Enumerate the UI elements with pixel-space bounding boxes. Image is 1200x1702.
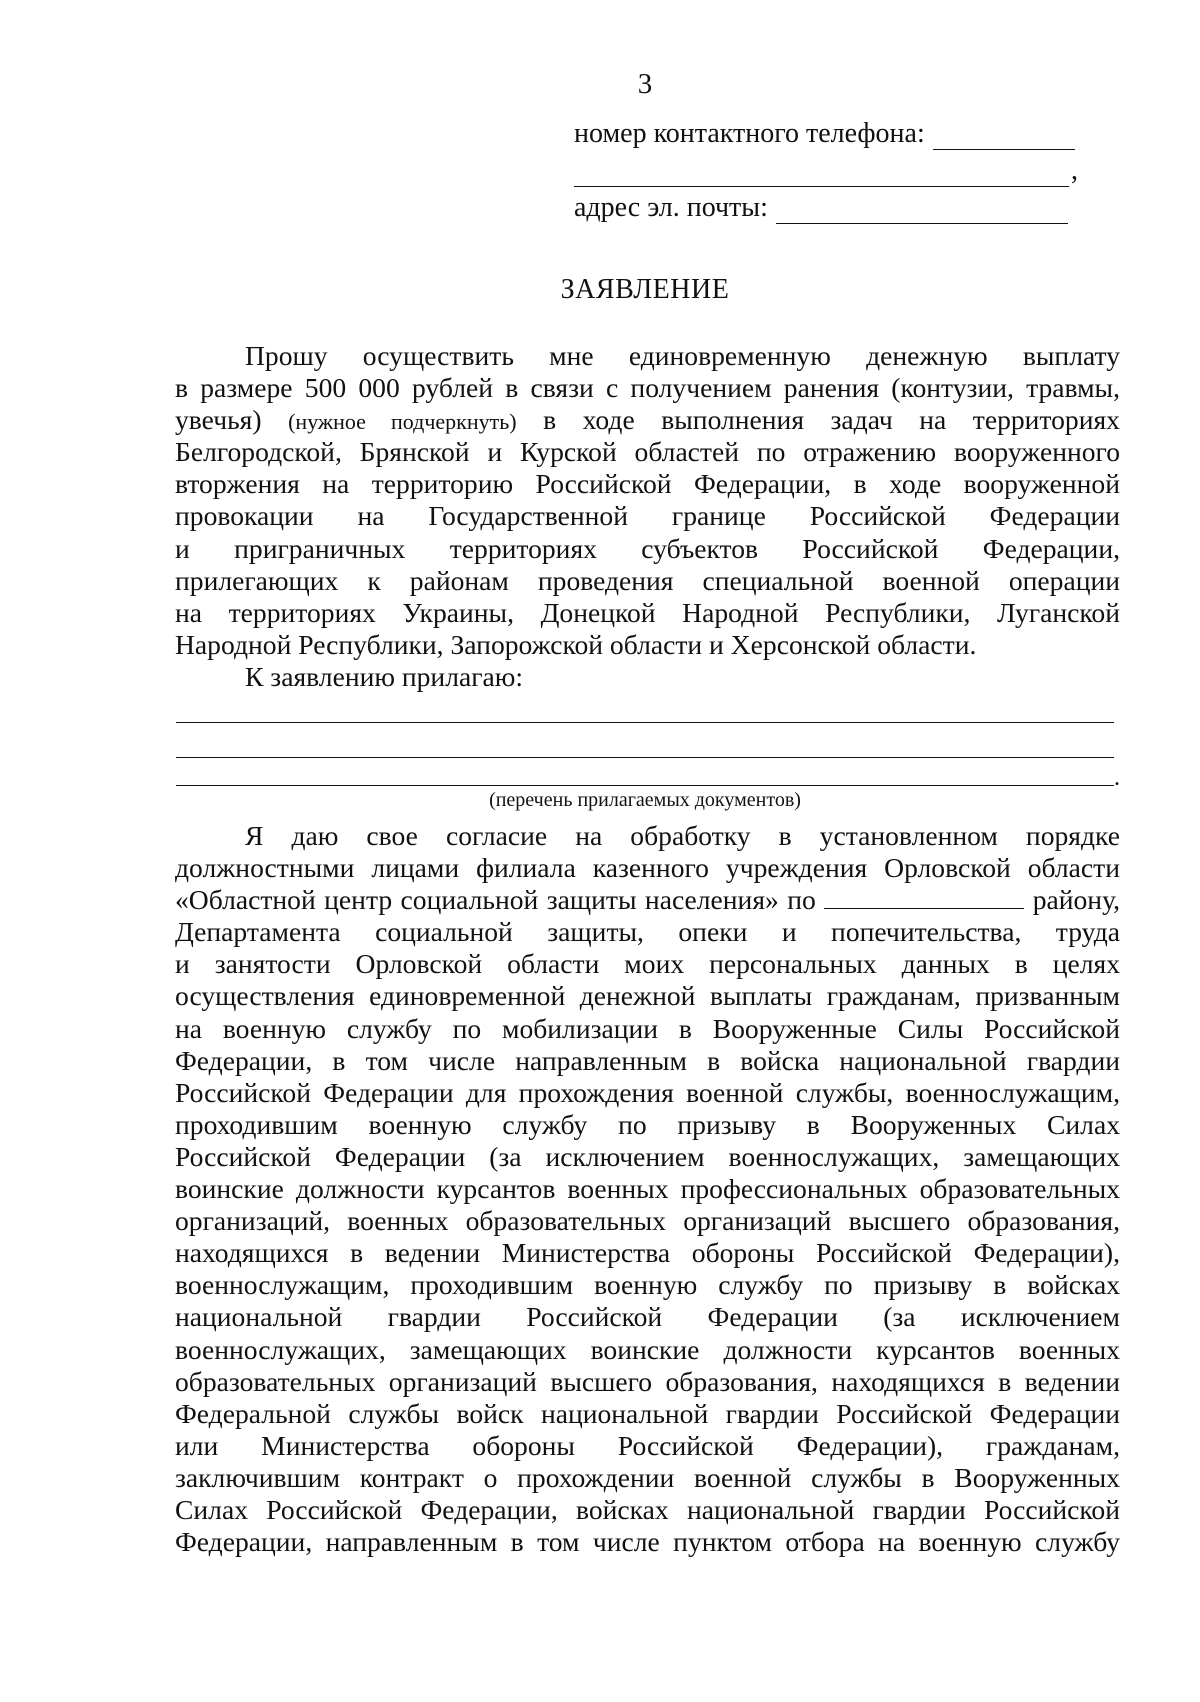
page-number: 3: [637, 68, 653, 100]
attachment-blank-line: [176, 757, 1114, 758]
consent-line: на военную службу по мобилизации в Вооруженные Силы Российской: [175, 1012, 1120, 1044]
attachments-label: К заявлению прилагаю:: [245, 661, 524, 692]
phone-line: [574, 113, 1094, 150]
consent-line: Силах Российской Федерации, войсках национальной гвардии Российской: [175, 1493, 1120, 1525]
email-line: [574, 187, 1094, 224]
request-line: Прошу осуществить мне единовременную денежную выплату: [245, 340, 1120, 371]
request-line: на территориях Украины, Донецкой Народной Республики, Луганской: [175, 596, 1120, 628]
email-label: адрес эл. почты:: [574, 192, 768, 223]
request-text: увечья): [175, 404, 262, 436]
document-title: ЗАЯВЛЕНИЕ: [560, 274, 730, 305]
consent-line: проходившим военную службу по призыву в Вооруженных Силах: [175, 1108, 1120, 1140]
consent-line: Федерации, направленным в том числе пунктом отбора на военную службу: [175, 1526, 1120, 1558]
consent-line: образовательных организаций высшего образования, находящихся в ведении: [175, 1365, 1120, 1397]
email-blank: [776, 197, 1068, 224]
consent-line: Федеральной службы войск национальной гвардии Российской Федерации: [175, 1397, 1120, 1429]
consent-rest-lines: [175, 916, 1120, 1558]
request-line: вторжения на территорию Российской Федерации, в ходе вооруженной: [175, 468, 1120, 500]
phone-label: номер контактного телефона:: [574, 118, 925, 149]
request-line: Народной Республики, Запорожской области и Херсонской области.: [175, 628, 977, 660]
attachment-blank-line: [176, 722, 1114, 723]
request-line: Белгородской, Брянской и Курской областей по отражению вооруженного: [175, 436, 1120, 468]
request-line-with-note: [175, 404, 1120, 436]
consent-line: организаций, военных образовательных организаций высшего образования,: [175, 1205, 1120, 1237]
consent-line: Федерации, в том числе направленным в войска национальной гвардии: [175, 1044, 1120, 1076]
consent-line-with-blank: [175, 884, 1120, 916]
request-line: и приграничных территориях субъектов Российской Федерации,: [175, 532, 1120, 564]
underline-note: (нужное подчеркнуть): [288, 409, 517, 435]
consent-line: национальной гвардии Российской Федерации (за исключением: [175, 1301, 1120, 1333]
attachments-end-mark: .: [1114, 765, 1120, 791]
consent-line: должностными лицами филиала казенного учреждения Орловской области: [175, 852, 1120, 884]
phone-blank: [933, 123, 1075, 150]
consent-line: находящихся в ведении Министерства обороны Российской Федерации),: [175, 1237, 1120, 1269]
consent-line: или Министерства обороны Российской Федерации), гражданам,: [175, 1429, 1120, 1461]
consent-text: району,: [1032, 884, 1120, 916]
request-line: прилегающих к районам проведения специальной военной операции: [175, 564, 1120, 596]
consent-line: Я даю свое согласие на обработку в установленном порядке: [245, 820, 1120, 851]
consent-line: и занятости Орловской области моих персональных данных в целях: [175, 948, 1120, 980]
phone-continuation-line: [574, 150, 1094, 187]
consent-line: воинские должности курсантов военных профессиональных образовательных: [175, 1173, 1120, 1205]
consent-line: военнослужащим, проходившим военную службу по призыву в войсках: [175, 1269, 1120, 1301]
consent-line: военнослужащих, замещающих воинские должности курсантов военных: [175, 1333, 1120, 1365]
consent-paragraph: [175, 820, 1120, 1558]
consent-line: Департамента социальной защиты, опеки и попечительства, труда: [175, 916, 1120, 948]
district-blank: [824, 886, 1024, 909]
consent-line: Российской Федерации (за исключением военнослужащих, замещающих: [175, 1140, 1120, 1172]
attachments-caption: (перечень прилагаемых документов): [489, 789, 801, 811]
request-text: в ходе выполнения задач на территориях: [543, 404, 1120, 436]
consent-line: Российской Федерации для прохождения военной службы, военнослужащим,: [175, 1076, 1120, 1108]
contact-block: [574, 113, 1094, 224]
consent-text: «Областной центр социальной защиты населения» по: [175, 884, 816, 916]
phone-continuation-blank: [574, 160, 1069, 187]
request-line: в размере 500 000 рублей в связи с получением ранения (контузии, травмы,: [175, 372, 1120, 404]
request-line: провокации на Государственной границе Российской Федерации: [175, 500, 1120, 532]
consent-line: осуществления единовременной денежной выплаты гражданам, призванным: [175, 980, 1120, 1012]
consent-line: заключившим контракт о прохождении военной службы в Вооруженных: [175, 1461, 1120, 1493]
comma: ,: [1071, 155, 1078, 186]
request-paragraph: [175, 340, 1120, 661]
attachment-blank-line: [176, 785, 1114, 786]
